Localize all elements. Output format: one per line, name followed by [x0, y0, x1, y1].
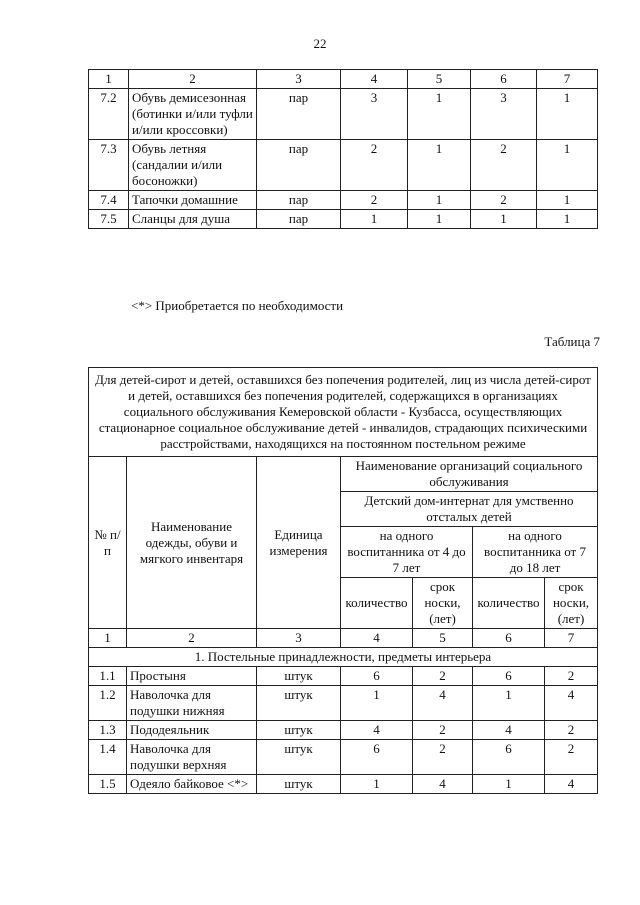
- row-number: 7.5: [89, 210, 129, 229]
- value-col4: 1: [341, 775, 413, 794]
- row-number: 1.1: [89, 667, 127, 686]
- col-num-2: 2: [127, 629, 257, 648]
- value-col6: 1: [473, 775, 545, 794]
- footnote: <*> Приобретается по необходимости: [131, 298, 344, 313]
- item-name: Наволочка для подушки верхняя: [127, 740, 257, 775]
- col-num-1: 1: [89, 629, 127, 648]
- table-row: [89, 775, 598, 794]
- table-row: [89, 89, 598, 140]
- value-col7: 1: [537, 210, 598, 229]
- header-quantity: количество: [473, 578, 545, 629]
- item-name: Сланцы для душа: [129, 210, 257, 229]
- item-name: Обувь демисезонная (ботинки и/или туфли и/или кроссовки): [129, 89, 257, 140]
- header-name: Наименование одежды, обуви и мягкого инвентаря: [127, 457, 257, 629]
- table-7-title: Таблица 7: [544, 334, 600, 349]
- column-numbers-row: [89, 629, 598, 648]
- value-col6: 6: [473, 667, 545, 686]
- unit: штук: [257, 740, 341, 775]
- col-num-3: 3: [257, 629, 341, 648]
- header-term: срок носки, (лет): [413, 578, 473, 629]
- row-number: 7.2: [89, 89, 129, 140]
- value-col5: 1: [408, 89, 471, 140]
- value-col5: 4: [413, 775, 473, 794]
- col-num-5: 5: [408, 70, 471, 89]
- value-col7: 2: [545, 721, 598, 740]
- value-col7: 4: [545, 686, 598, 721]
- value-col4: 3: [341, 89, 408, 140]
- col-num-7: 7: [537, 70, 598, 89]
- value-col5: 1: [408, 210, 471, 229]
- header-num: № п/п: [89, 457, 127, 629]
- value-col4: 1: [341, 210, 408, 229]
- table-row: [89, 721, 598, 740]
- header-unit: Единица измерения: [257, 457, 341, 629]
- unit: пар: [257, 89, 341, 140]
- table-row: [89, 210, 598, 229]
- header-organizations: Наименование организаций социального обслуживания: [341, 457, 598, 492]
- table-row: [89, 740, 598, 775]
- row-number: 7.4: [89, 191, 129, 210]
- unit: штук: [257, 775, 341, 794]
- value-col7: 1: [537, 191, 598, 210]
- value-col7: 1: [537, 89, 598, 140]
- header-term: срок носки, (лет): [545, 578, 598, 629]
- col-num-1: 1: [89, 70, 129, 89]
- value-col4: 1: [341, 686, 413, 721]
- unit: пар: [257, 191, 341, 210]
- item-name: Тапочки домашние: [129, 191, 257, 210]
- value-col6: 1: [473, 686, 545, 721]
- value-col6: 1: [471, 210, 537, 229]
- page-number: 22: [313, 36, 327, 51]
- item-name: Обувь летняя (сандалии и/или босоножки): [129, 140, 257, 191]
- value-col5: 2: [413, 667, 473, 686]
- item-name: Одеяло байковое <*>: [127, 775, 257, 794]
- value-col5: 4: [413, 686, 473, 721]
- col-num-7: 7: [545, 629, 598, 648]
- value-col6: 2: [471, 191, 537, 210]
- table-caption-row: [89, 368, 598, 457]
- row-number: 1.4: [89, 740, 127, 775]
- value-col7: 4: [545, 775, 598, 794]
- row-number: 1.2: [89, 686, 127, 721]
- table-caption: Для детей-сирот и детей, оставшихся без попечения родителей, лиц из числа детей-сирот и детей, оставшихся без попечения родителей, содержащихся в организациях социального обслуживания Кемеровской области - Кузбасса, осуществляющих стационарное социальное обслуживание детей - инвалидов, страдающих психическими расстройствами, находящихся на постоянном постельном режиме: [89, 368, 598, 457]
- table-row: [89, 667, 598, 686]
- unit: штук: [257, 721, 341, 740]
- value-col6: 6: [473, 740, 545, 775]
- header-age-7-18: на одного воспитанника от 7 до 18 лет: [473, 527, 598, 578]
- section-row: [89, 648, 598, 667]
- value-col5: 1: [408, 191, 471, 210]
- table-row: [89, 686, 598, 721]
- table-7: [88, 367, 598, 794]
- item-name: Пододеяльник: [127, 721, 257, 740]
- column-numbers-row: [89, 70, 598, 89]
- row-number: 1.5: [89, 775, 127, 794]
- value-col4: 4: [341, 721, 413, 740]
- table-row: [89, 191, 598, 210]
- col-num-6: 6: [471, 70, 537, 89]
- unit: пар: [257, 140, 341, 191]
- table-row: [89, 140, 598, 191]
- value-col4: 6: [341, 740, 413, 775]
- item-name: Простыня: [127, 667, 257, 686]
- value-col7: 1: [537, 140, 598, 191]
- row-number: 1.3: [89, 721, 127, 740]
- value-col4: 6: [341, 667, 413, 686]
- unit: штук: [257, 667, 341, 686]
- value-col5: 2: [413, 740, 473, 775]
- col-num-6: 6: [473, 629, 545, 648]
- value-col4: 2: [341, 191, 408, 210]
- unit: штук: [257, 686, 341, 721]
- header-children-home: Детский дом-интернат для умственно отсталых детей: [341, 492, 598, 527]
- unit: пар: [257, 210, 341, 229]
- value-col6: 4: [473, 721, 545, 740]
- value-col4: 2: [341, 140, 408, 191]
- section-title: 1. Постельные принадлежности, предметы интерьера: [89, 648, 598, 667]
- row-number: 7.3: [89, 140, 129, 191]
- value-col7: 2: [545, 740, 598, 775]
- value-col7: 2: [545, 667, 598, 686]
- header-age-4-7: на одного воспитанника от 4 до 7 лет: [341, 527, 473, 578]
- value-col5: 2: [413, 721, 473, 740]
- col-num-5: 5: [413, 629, 473, 648]
- value-col6: 2: [471, 140, 537, 191]
- item-name: Наволочка для подушки нижняя: [127, 686, 257, 721]
- value-col6: 3: [471, 89, 537, 140]
- col-num-2: 2: [129, 70, 257, 89]
- col-num-4: 4: [341, 629, 413, 648]
- table-6-continued: [88, 69, 598, 229]
- header-quantity: количество: [341, 578, 413, 629]
- col-num-3: 3: [257, 70, 341, 89]
- col-num-4: 4: [341, 70, 408, 89]
- value-col5: 1: [408, 140, 471, 191]
- header-row-1: [89, 457, 598, 492]
